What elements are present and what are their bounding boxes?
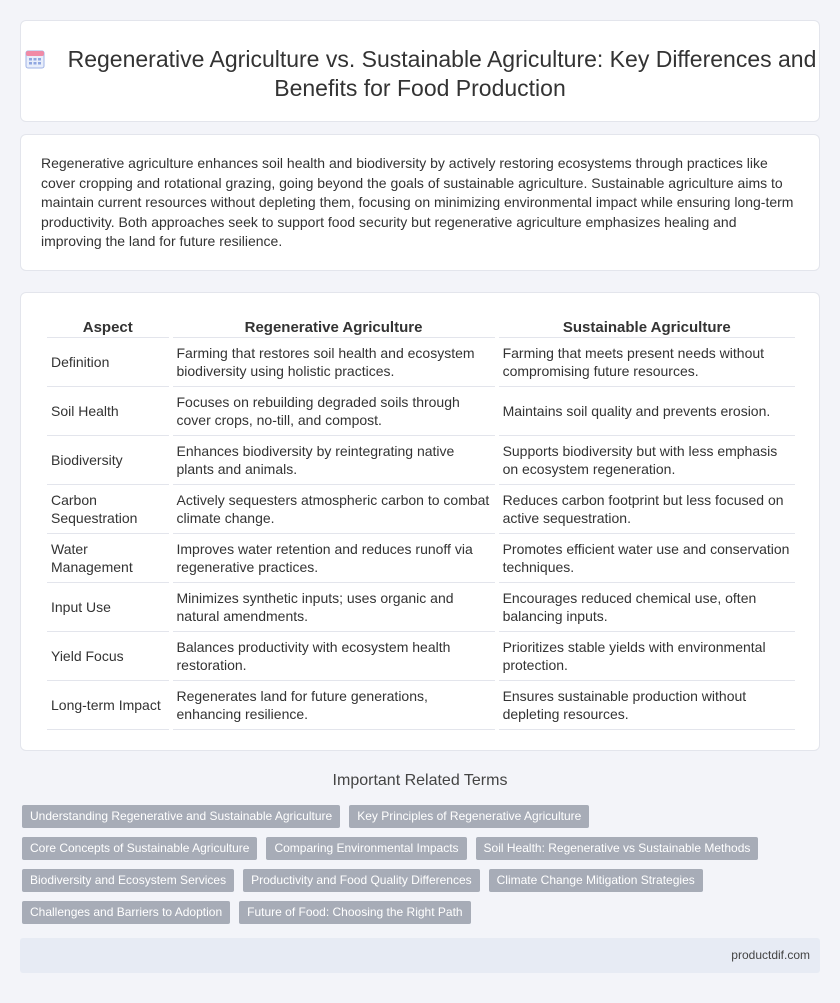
table-row xyxy=(47,681,795,730)
tag-row xyxy=(22,805,812,828)
related-terms-heading: Important Related Terms xyxy=(332,772,508,789)
comparison-table xyxy=(43,315,799,730)
sustainable-cell: Prioritizes stable yields with environmental protection. xyxy=(499,632,795,681)
page-title-wrap xyxy=(21,45,819,103)
title-card xyxy=(20,20,820,122)
related-term-link[interactable]: Future of Food: Choosing the Right Path xyxy=(239,901,470,924)
footer xyxy=(20,938,820,973)
header-aspect: Aspect xyxy=(47,315,169,338)
aspect-cell: Biodiversity xyxy=(47,436,169,485)
regenerative-cell: Enhances biodiversity by reintegrating native plants and animals. xyxy=(173,436,495,485)
aspect-cell: Input Use xyxy=(47,583,169,632)
regenerative-cell: Minimizes synthetic inputs; uses organic and natural amendments. xyxy=(173,583,495,632)
intro-card xyxy=(20,134,820,271)
table-row xyxy=(47,436,795,485)
regenerative-cell: Regenerates land for future generations, enhancing resilience. xyxy=(173,681,495,730)
regenerative-cell: Farming that restores soil health and ecosystem biodiversity using holistic practices. xyxy=(173,338,495,387)
table-row xyxy=(47,534,795,583)
sustainable-cell: Encourages reduced chemical use, often balancing inputs. xyxy=(499,583,795,632)
regenerative-cell: Focuses on rebuilding degraded soils through cover crops, no-till, and compost. xyxy=(173,387,495,436)
related-term-link[interactable]: Challenges and Barriers to Adoption xyxy=(22,901,230,924)
related-term-link[interactable]: Core Concepts of Sustainable Agriculture xyxy=(22,837,257,860)
aspect-cell: Yield Focus xyxy=(47,632,169,681)
table-row xyxy=(47,485,795,534)
comparison-card xyxy=(20,292,820,751)
aspect-cell: Soil Health xyxy=(47,387,169,436)
sustainable-cell: Farming that meets present needs without compromising future resources. xyxy=(499,338,795,387)
aspect-cell: Long-term Impact xyxy=(47,681,169,730)
calendar-icon xyxy=(24,48,46,70)
sustainable-cell: Promotes efficient water use and conservation techniques. xyxy=(499,534,795,583)
intro-paragraph: Regenerative agriculture enhances soil health and biodiversity by actively restoring ecosystems through practices like cover cropping and rotational grazing, going beyond the goals of sustainable agriculture. Sustainable agriculture aims to maintain current resources without depleting them, focusing on minimizing environmental impact while ensuring long-term productivity. Both approaches seek to support food security but regenerative agriculture emphasizes healing and improving the land for future resilience. xyxy=(41,155,794,249)
sustainable-cell: Maintains soil quality and prevents erosion. xyxy=(499,387,795,436)
sustainable-cell: Supports biodiversity but with less emphasis on ecosystem regeneration. xyxy=(499,436,795,485)
related-terms-list xyxy=(22,805,812,933)
related-term-link[interactable]: Key Principles of Regenerative Agriculture xyxy=(349,805,589,828)
tag-row xyxy=(22,837,812,860)
tag-row xyxy=(22,901,812,924)
related-term-link[interactable]: Productivity and Food Quality Differences xyxy=(243,869,480,892)
regenerative-cell: Actively sequesters atmospheric carbon to combat climate change. xyxy=(173,485,495,534)
sustainable-cell: Ensures sustainable production without depleting resources. xyxy=(499,681,795,730)
related-term-link[interactable]: Comparing Environmental Impacts xyxy=(266,837,466,860)
table-row xyxy=(47,387,795,436)
sustainable-cell: Reduces carbon footprint but less focused on active sequestration. xyxy=(499,485,795,534)
header-sustainable: Sustainable Agriculture xyxy=(499,315,795,338)
aspect-cell: Water Management xyxy=(47,534,169,583)
table-row xyxy=(47,632,795,681)
table-header-row xyxy=(47,315,795,338)
regenerative-cell: Improves water retention and reduces runoff via regenerative practices. xyxy=(173,534,495,583)
table-row xyxy=(47,583,795,632)
header-regenerative: Regenerative Agriculture xyxy=(173,315,495,338)
related-term-link[interactable]: Understanding Regenerative and Sustainable Agriculture xyxy=(22,805,340,828)
tag-row xyxy=(22,869,812,892)
table-row xyxy=(47,338,795,387)
page-title: Regenerative Agriculture vs. Sustainable Agriculture: Key Differences and Benefits for Food Production xyxy=(67,46,817,101)
footer-site-link[interactable]: productdif.com xyxy=(731,948,810,962)
regenerative-cell: Balances productivity with ecosystem health restoration. xyxy=(173,632,495,681)
aspect-cell: Carbon Sequestration xyxy=(47,485,169,534)
related-term-link[interactable]: Soil Health: Regenerative vs Sustainable Methods xyxy=(476,837,759,860)
related-term-link[interactable]: Biodiversity and Ecosystem Services xyxy=(22,869,234,892)
related-term-link[interactable]: Climate Change Mitigation Strategies xyxy=(489,869,703,892)
aspect-cell: Definition xyxy=(47,338,169,387)
